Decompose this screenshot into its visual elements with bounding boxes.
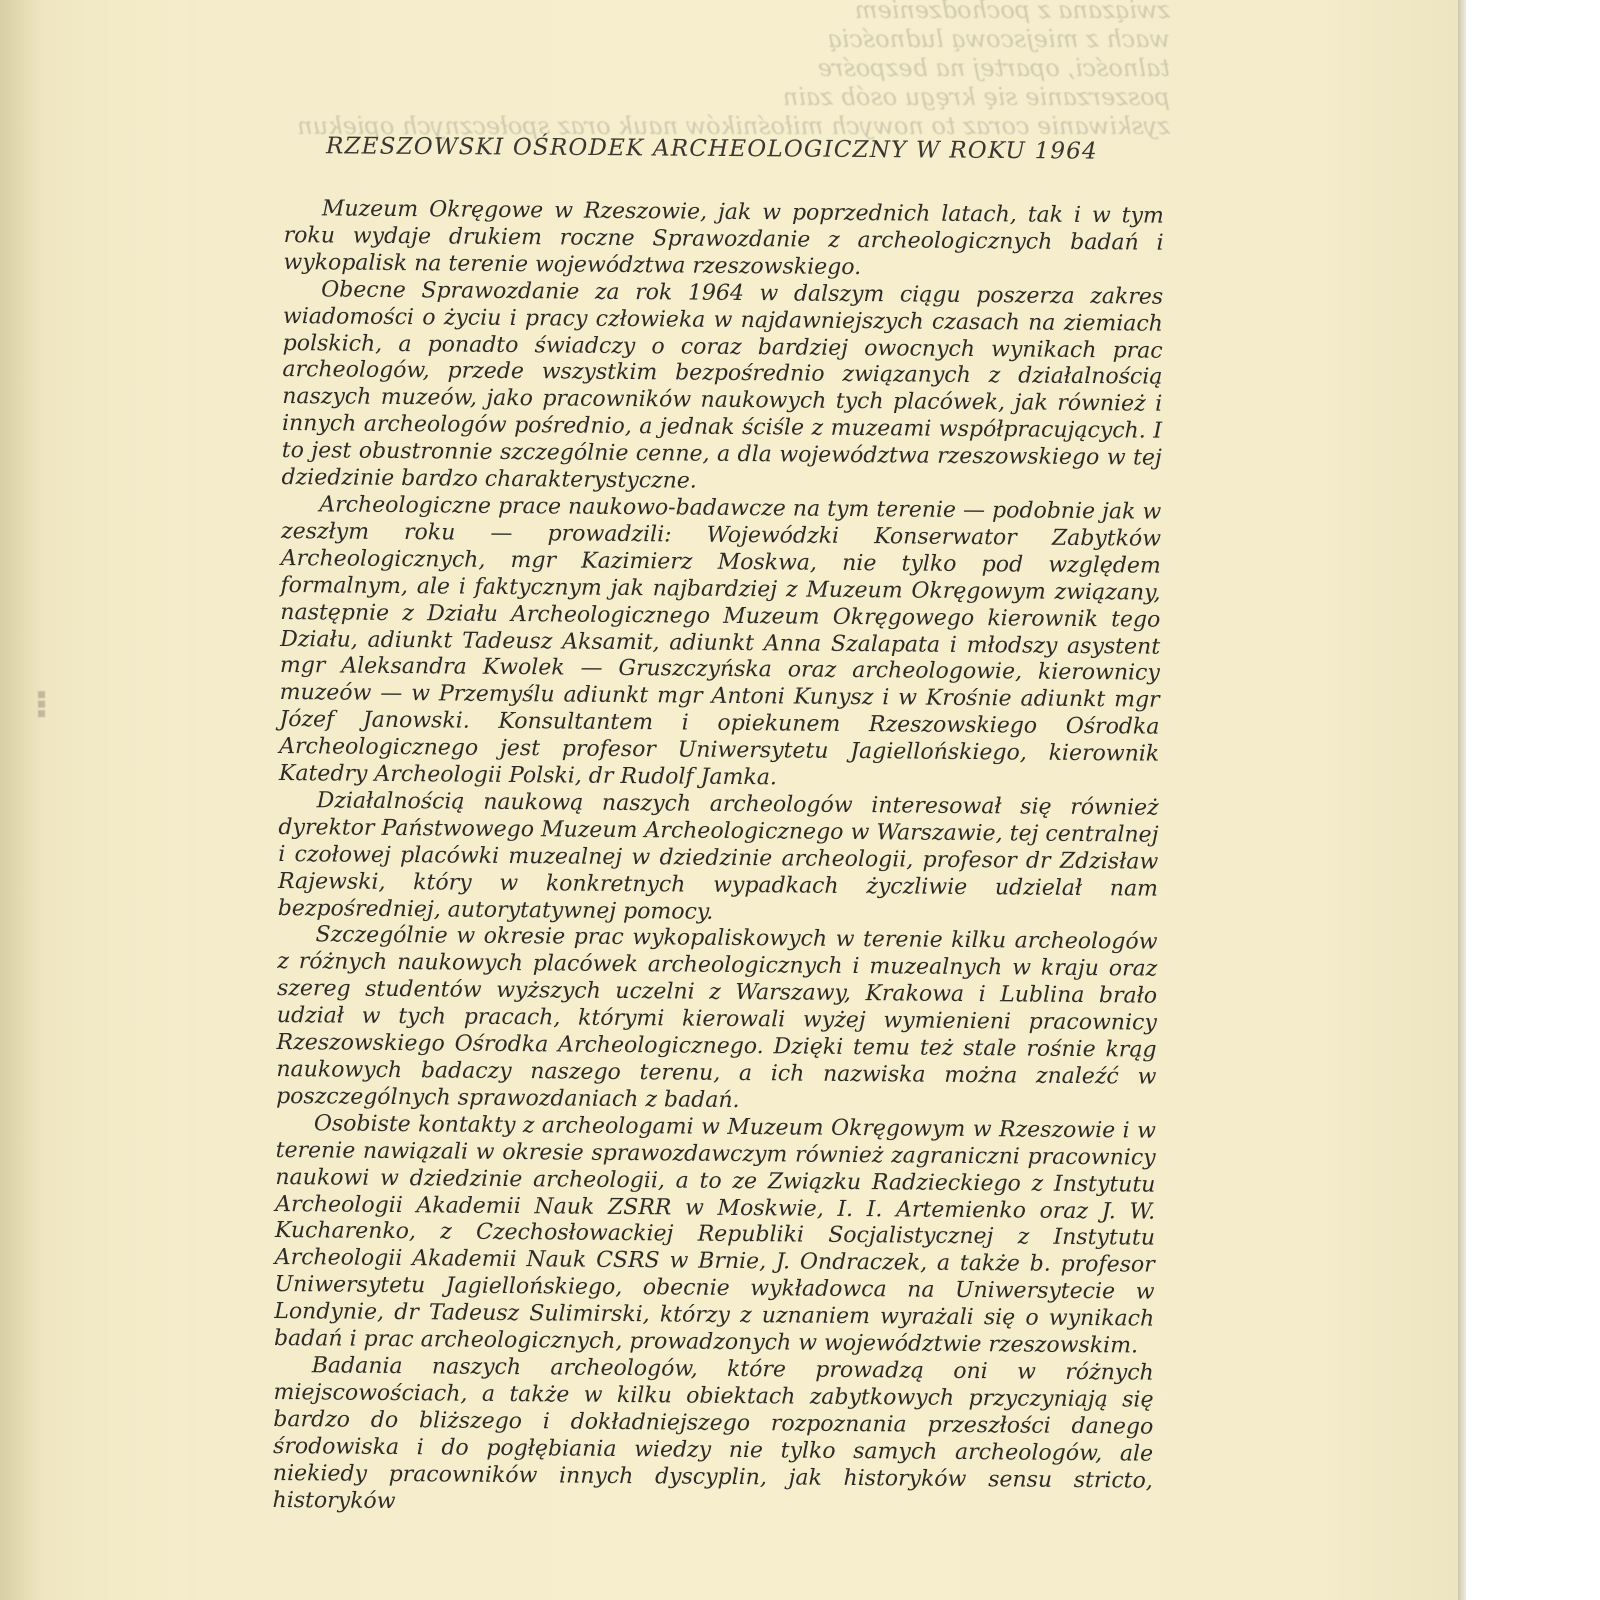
paragraph: Muzeum Okręgowe w Rzeszowie, jak w poprzednich latach, tak i w tym roku wydaje drukiem roczne Sprawozdanie z archeologicznych badań i wykopalisk na terenie województwa rzeszowskiego. (283, 196, 1164, 280)
show-through-text: związana z pochodzeniem wach z miejscową ludnością talności, opartej na bezpośre poszerzanie się kręgu osób zain zyskiwanie coraz to nowych miłośników nauk oraz społecznych opiekun (297, 0, 1170, 140)
paragraph: Badania naszych archeologów, które prowadzą oni w różnych miejscowościach, a także w kilku obiektach zabytkowych przyczyniają się bardzo do bliższego i dokładniejszego rozpoznania przeszłości danego środowiska i do pogłębiania wiedzy nie tylko samych archeologów, ale niekiedy pracowników innych dyscyplin, jak historyków sensu stricto, historyków (272, 1353, 1154, 1514)
gutter-shadow (40, 0, 190, 1600)
article-title: RZESZOWSKI OŚRODEK ARCHEOLOGICZNY W ROKU 1964 (325, 133, 1098, 165)
left-page-bleed-mark: ▪▪▪ (34, 690, 50, 719)
paragraph: Działalnością naukową naszych archeologów interesował się również dyrektor Państwowego Muzeum Archeologicznego w Warszawie, tej centralnej i czołowej placówki muzealnej w dziedzinie archeologii, profesor dr Zdzisław Rajewski, który w konkretnych wypadkach życzliwie udzielał nam bezpośredniej, autorytatywnej pomocy. (277, 788, 1159, 925)
left-page-edge (0, 0, 40, 1600)
paragraph: Osobiste kontakty z archeologami w Muzeum Okręgowym w Rzeszowie i w terenie nawiązali w okresie sprawozdawczym również zagraniczni pracownicy naukowi w dziedzinie archeologii, a to ze Związku Radzieckiego z Instytutu Archeologii Akademii Nauk ZSRR w Moskwie, I. I. Artemienko oraz J. W. Kucharenko, z Czechosłowackiej Republiki Socjalistycznej z Instytutu Archeologii Akademii Nauk CSRS w Brnie, J. Ondraczek, a także b. profesor Uniwersytetu Jagiellońskiego, obecnie wykładowca na Uniwersytecie w Londynie, dr Tadeusz Sulimirski, którzy z uznaniem wyrażali się o wynikach badań i prac archeologicznych, prowadzonych w województwie rzeszowskim. (273, 1111, 1156, 1359)
article-body (272, 196, 1163, 1522)
page-right-edge (1458, 0, 1466, 1600)
paragraph: Szczególnie w okresie prac wykopaliskowych w terenie kilku archeologów z różnych naukowych placówek archeologicznych i muzealnych w kraju oraz szereg studentów wyższych uczelni z Warszawy, Krakowa i Lublina brało udział w tych pracach, którymi kierowali wyżej wymienieni pracownicy Rzeszowskiego Ośrodka Archeologicznego. Dzięki temu też stale rośnie krąg naukowych badaczy naszego terenu, a ich nazwiska można znaleźć w poszczególnych sprawozdaniach z badań. (276, 922, 1158, 1113)
paragraph: Obecne Sprawozdanie za rok 1964 w dalszym ciągu poszerza zakres wiadomości o życiu i pracy człowieka w najdawniejszych czasach na ziemiach polskich, a ponadto świadczy o coraz bardziej owocnych wynikach prac archeologów, przede wszystkim bezpośrednio związanych z działalnością naszych muzeów, jako pracowników naukowych tych placówek, jak również i innych archeologów pośrednio, a jednak ściśle z muzeami współpracujących. I to jest obustronnie szczególnie cenne, a dla województwa rzeszowskiego w tej dziedzinie bardzo charakterystyczne. (281, 277, 1164, 494)
paragraph: Archeologiczne prace naukowo-badawcze na tym terenie — podobnie jak w zeszłym roku — prowadzili: Wojewódzki Konserwator Zabytków Archeologicznych, mgr Kazimierz Moskwa, nie tylko pod względem formalnym, ale i faktycznym jak najbardziej z Muzeum Okręgowym związany, następnie z Działu Archeologicznego Muzeum Okręgowego kierownik tego Działu, adiunkt Tadeusz Aksamit, adiunkt Anna Szalapata i młodszy asystent mgr Aleksandra Kwolek — Gruszczyńska oraz archeologowie, kierownicy muzeów — w Przemyślu adiunkt mgr Antoni Kunysz i w Krośnie adiunkt mgr Józef Janowski. Konsultantem i opiekunem Rzeszowskiego Ośrodka Archeologicznego jest profesor Uniwersytetu Jagiellońskiego, kierownik Katedry Archeologii Polski, dr Rudolf Jamka. (278, 492, 1162, 791)
